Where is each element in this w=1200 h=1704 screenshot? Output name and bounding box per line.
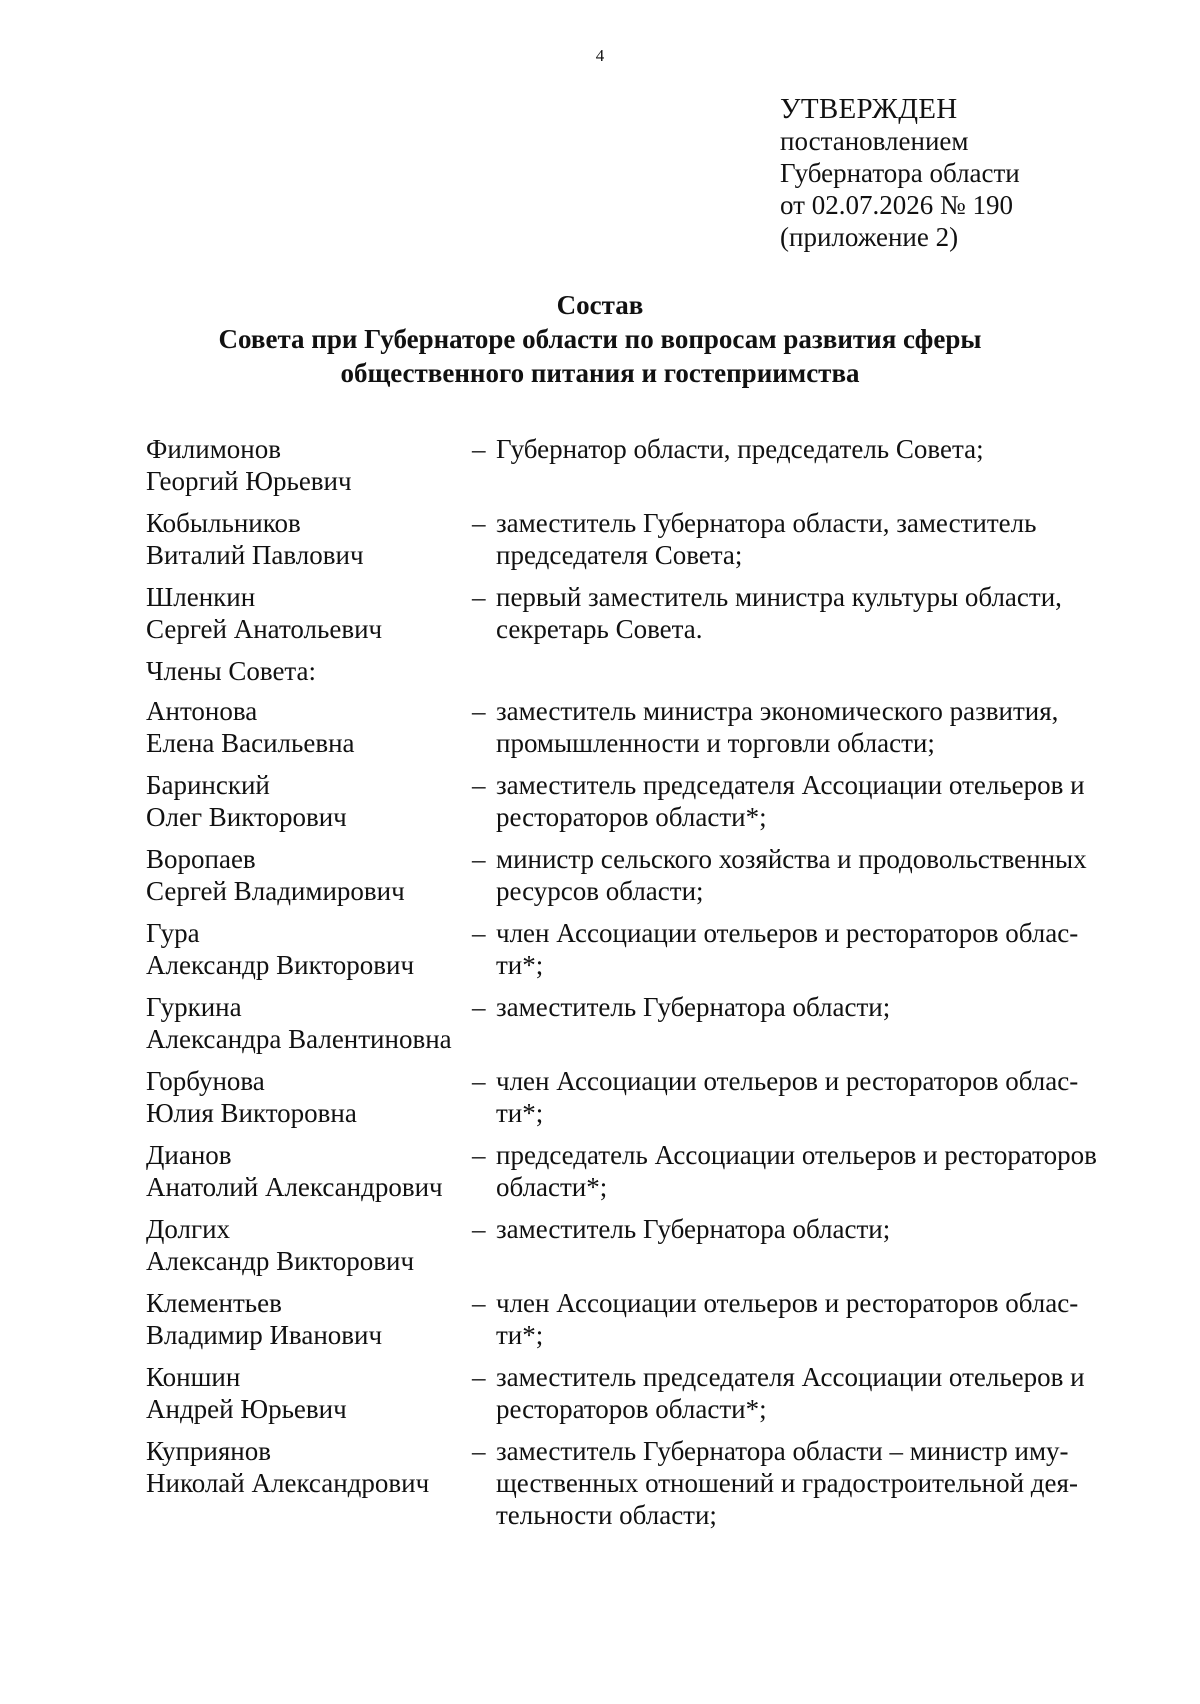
member-given-names: Виталий Павлович	[146, 540, 364, 570]
council-members-list	[146, 423, 1156, 1531]
member-given-names: Александр Викторович	[146, 950, 415, 980]
member-surname: Гура	[146, 918, 200, 948]
dash-separator: –	[472, 1214, 486, 1244]
member-surname: Филимонов	[146, 434, 281, 464]
member-name	[146, 1287, 472, 1351]
member-role	[496, 433, 1136, 497]
approval-line: от 02.07.2026 № 190	[780, 190, 1013, 220]
member-surname: Куприянов	[146, 1436, 271, 1466]
member-role	[496, 1213, 1136, 1277]
member-name	[146, 581, 472, 645]
member-role	[496, 991, 1136, 1055]
member-name	[146, 695, 472, 759]
member-role	[496, 1435, 1136, 1531]
dash-separator: –	[472, 1362, 486, 1392]
member-row	[146, 1361, 1156, 1425]
member-role-line: щественных отношений и градостроительной дея-	[496, 1468, 1078, 1498]
member-role-line: ти*;	[496, 950, 544, 980]
member-name	[146, 433, 472, 497]
member-role-line: председателя Совета;	[496, 540, 743, 570]
member-surname: Горбунова	[146, 1066, 265, 1096]
page-number: 4	[595, 46, 605, 65]
member-name	[146, 917, 472, 981]
member-role-line: ресурсов области;	[496, 876, 704, 906]
member-row	[146, 1435, 1156, 1531]
approval-line: (приложение 2)	[780, 222, 959, 252]
member-name	[146, 1213, 472, 1277]
member-role-line: член Ассоциации отельеров и рестораторов облас-	[496, 918, 1079, 948]
member-given-names: Владимир Иванович	[146, 1320, 383, 1350]
member-role-line: рестораторов области*;	[496, 1394, 767, 1424]
member-role-line: заместитель Губернатора области, заместитель	[496, 508, 1037, 538]
approval-title: УТВЕРЖДЕН	[780, 93, 958, 125]
member-row	[146, 991, 1156, 1055]
member-name	[146, 507, 472, 571]
member-row	[146, 1287, 1156, 1351]
member-given-names: Юлия Викторовна	[146, 1098, 357, 1128]
member-surname: Баринский	[146, 770, 270, 800]
member-row	[146, 843, 1156, 907]
member-role-line: промышленности и торговли области;	[496, 728, 935, 758]
member-role-line: заместитель председателя Ассоциации отельеров и	[496, 770, 1085, 800]
member-given-names: Андрей Юрьевич	[146, 1394, 347, 1424]
member-name	[146, 1435, 472, 1531]
member-given-names: Анатолий Александрович	[146, 1172, 443, 1202]
member-row	[146, 769, 1156, 833]
member-role-line: заместитель председателя Ассоциации отельеров и	[496, 1362, 1085, 1392]
dash-separator: –	[472, 434, 486, 464]
member-role-line: заместитель Губернатора области – министр иму-	[496, 1436, 1069, 1466]
member-row	[146, 695, 1156, 759]
member-role-line: член Ассоциации отельеров и рестораторов облас-	[496, 1066, 1079, 1096]
approval-line: постановлением	[780, 126, 969, 156]
members-section-label: Члены Совета:	[146, 656, 317, 686]
member-row	[146, 917, 1156, 981]
member-given-names: Сергей Анатольевич	[146, 614, 383, 644]
member-role-line: рестораторов области*;	[496, 802, 767, 832]
member-role-line: член Ассоциации отельеров и рестораторов облас-	[496, 1288, 1079, 1318]
member-surname: Кобыльников	[146, 508, 301, 538]
member-role	[496, 1065, 1136, 1129]
member-role	[496, 843, 1136, 907]
member-name	[146, 1065, 472, 1129]
member-surname: Антонова	[146, 696, 258, 726]
member-role-line: председатель Ассоциации отельеров и рестораторов	[496, 1140, 1097, 1170]
dash-separator: –	[472, 696, 486, 726]
member-surname: Дианов	[146, 1140, 232, 1170]
dash-separator: –	[472, 770, 486, 800]
member-row	[146, 1213, 1156, 1277]
member-name	[146, 991, 472, 1055]
member-given-names: Елена Васильевна	[146, 728, 355, 758]
document-title: Состав	[556, 290, 644, 320]
member-name	[146, 843, 472, 907]
member-role-line: области*;	[496, 1172, 608, 1202]
member-role	[496, 1287, 1136, 1351]
dash-separator: –	[472, 582, 486, 612]
dash-separator: –	[472, 1066, 486, 1096]
document-heading	[0, 288, 1200, 390]
member-surname: Коншин	[146, 1362, 241, 1392]
member-surname: Долгих	[146, 1214, 231, 1244]
member-given-names: Георгий Юрьевич	[146, 466, 352, 496]
member-role-line: первый заместитель министра культуры области,	[496, 582, 1062, 612]
member-given-names: Александра Валентиновна	[146, 1024, 452, 1054]
member-role-line: заместитель министра экономического развития,	[496, 696, 1059, 726]
member-given-names: Олег Викторович	[146, 802, 347, 832]
approval-line: Губернатора области	[780, 158, 1020, 188]
member-role	[496, 1361, 1136, 1425]
member-role	[496, 695, 1136, 759]
member-given-names: Сергей Владимирович	[146, 876, 405, 906]
dash-separator: –	[472, 1436, 486, 1466]
member-role-line: Губернатор области, председатель Совета;	[496, 434, 984, 464]
member-role-line: ти*;	[496, 1320, 544, 1350]
member-role	[496, 917, 1136, 981]
document-subtitle: Совета при Губернаторе области по вопросам развития сферы	[218, 324, 982, 354]
dash-separator: –	[472, 844, 486, 874]
member-role-line: секретарь Совета.	[496, 614, 703, 644]
dash-separator: –	[472, 918, 486, 948]
member-name	[146, 1361, 472, 1425]
member-given-names: Николай Александрович	[146, 1468, 430, 1498]
member-role	[496, 581, 1136, 645]
document-subtitle: общественного питания и гостеприимства	[340, 358, 860, 388]
member-role	[496, 1139, 1136, 1203]
dash-separator: –	[472, 1288, 486, 1318]
member-surname: Гуркина	[146, 992, 242, 1022]
member-surname: Клементьев	[146, 1288, 282, 1318]
member-role-line: заместитель Губернатора области;	[496, 1214, 891, 1244]
dash-separator: –	[472, 1140, 486, 1170]
member-name	[146, 769, 472, 833]
member-role-line: министр сельского хозяйства и продовольственных	[496, 844, 1087, 874]
member-role-line: заместитель Губернатора области;	[496, 992, 891, 1022]
member-row	[146, 581, 1156, 645]
member-surname: Воропаев	[146, 844, 256, 874]
member-row	[146, 1139, 1156, 1203]
member-role-line: ти*;	[496, 1098, 544, 1128]
member-given-names: Александр Викторович	[146, 1246, 415, 1276]
member-surname: Шленкин	[146, 582, 256, 612]
member-name	[146, 1139, 472, 1203]
approval-stamp	[780, 93, 1020, 253]
dash-separator: –	[472, 508, 486, 538]
member-role	[496, 769, 1136, 833]
dash-separator: –	[472, 992, 486, 1022]
member-role-line: тельности области;	[496, 1500, 717, 1530]
member-row	[146, 507, 1156, 571]
member-row	[146, 1065, 1156, 1129]
member-row	[146, 433, 1156, 497]
member-role	[496, 507, 1136, 571]
